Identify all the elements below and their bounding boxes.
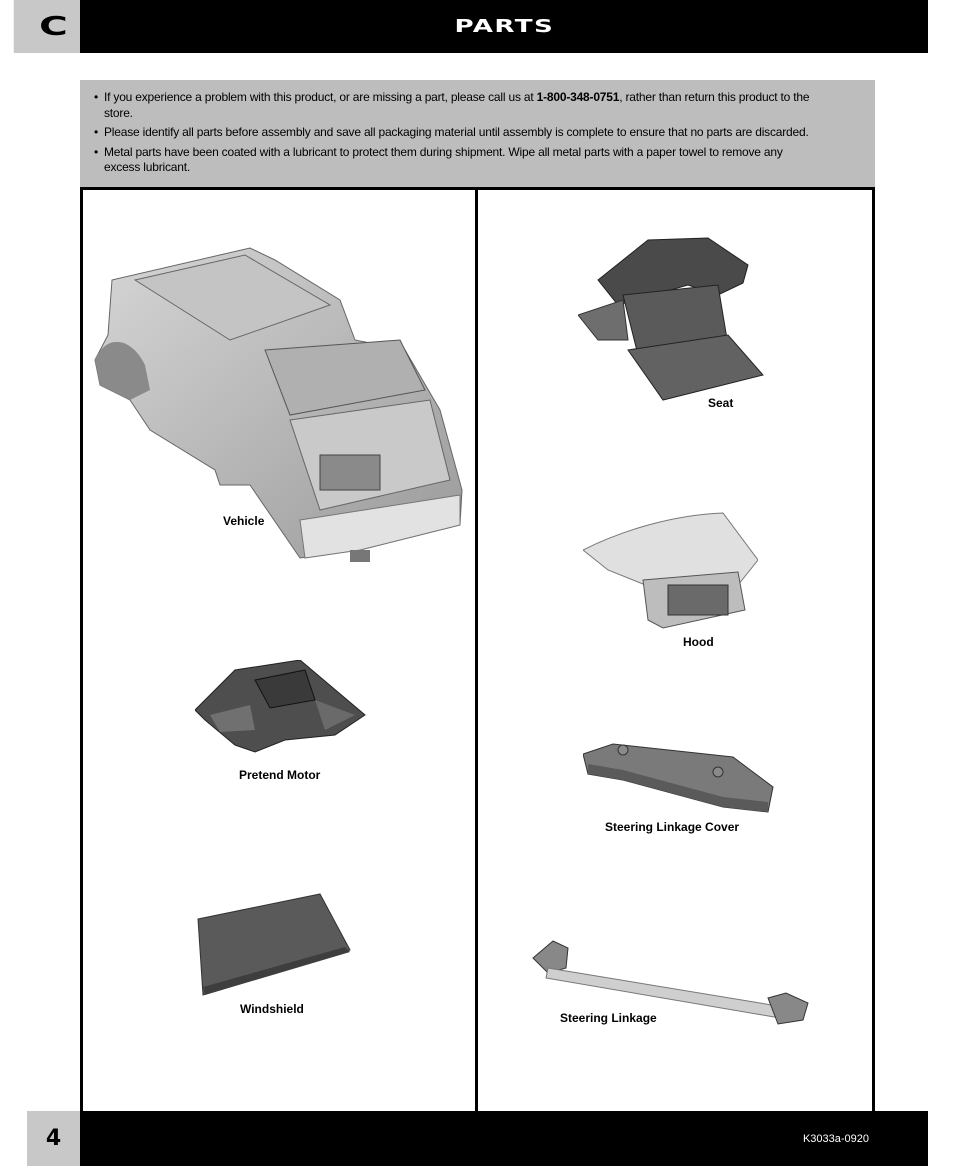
steering-linkage-cover-label: Steering Linkage Cover: [605, 820, 740, 834]
note-text: If you experience a problem with this product, or are missing a part, please call us at: [104, 90, 537, 104]
page-number: 4: [45, 1126, 62, 1151]
vehicle-image: [90, 240, 470, 565]
notes-list: [94, 90, 861, 176]
steering-linkage-cover-image: [583, 742, 775, 814]
pretend-motor-image: [195, 660, 370, 755]
steering-linkage-label: Steering Linkage: [560, 1011, 657, 1025]
windshield-label: Windshield: [240, 1002, 304, 1016]
hood-label: Hood: [683, 635, 714, 649]
pretend-motor-label: Pretend Motor: [239, 768, 321, 782]
hood-image: [583, 510, 758, 630]
header-bar: [80, 0, 928, 53]
seat-image: [578, 235, 768, 405]
note-item: [94, 145, 861, 176]
note-text: Metal parts have been coated with a lubricant to protect them during shipment. Wipe all metal parts with a paper towel to remove any excess lubricant.: [104, 144, 783, 174]
page-number-tab: [27, 1111, 80, 1166]
windshield-image: [195, 892, 355, 996]
footer-bar: [80, 1111, 928, 1166]
note-text: , rather than return this product to the store.: [104, 90, 810, 120]
note-item: [94, 90, 861, 121]
page-title: PARTS: [454, 16, 554, 37]
section-letter: C: [39, 11, 68, 42]
note-text: Please identify all parts before assembly and save all packaging material until assembly is complete to ensure that no parts are discarded.: [104, 125, 809, 139]
seat-label: Seat: [708, 396, 734, 410]
note-item: [94, 125, 861, 141]
grid-divider: [475, 187, 478, 1112]
notes-box: [80, 80, 875, 188]
vehicle-label: Vehicle: [223, 514, 265, 528]
phone-number: 1-800-348-0751: [536, 90, 620, 104]
document-code: K3033a-0920: [802, 1133, 869, 1145]
